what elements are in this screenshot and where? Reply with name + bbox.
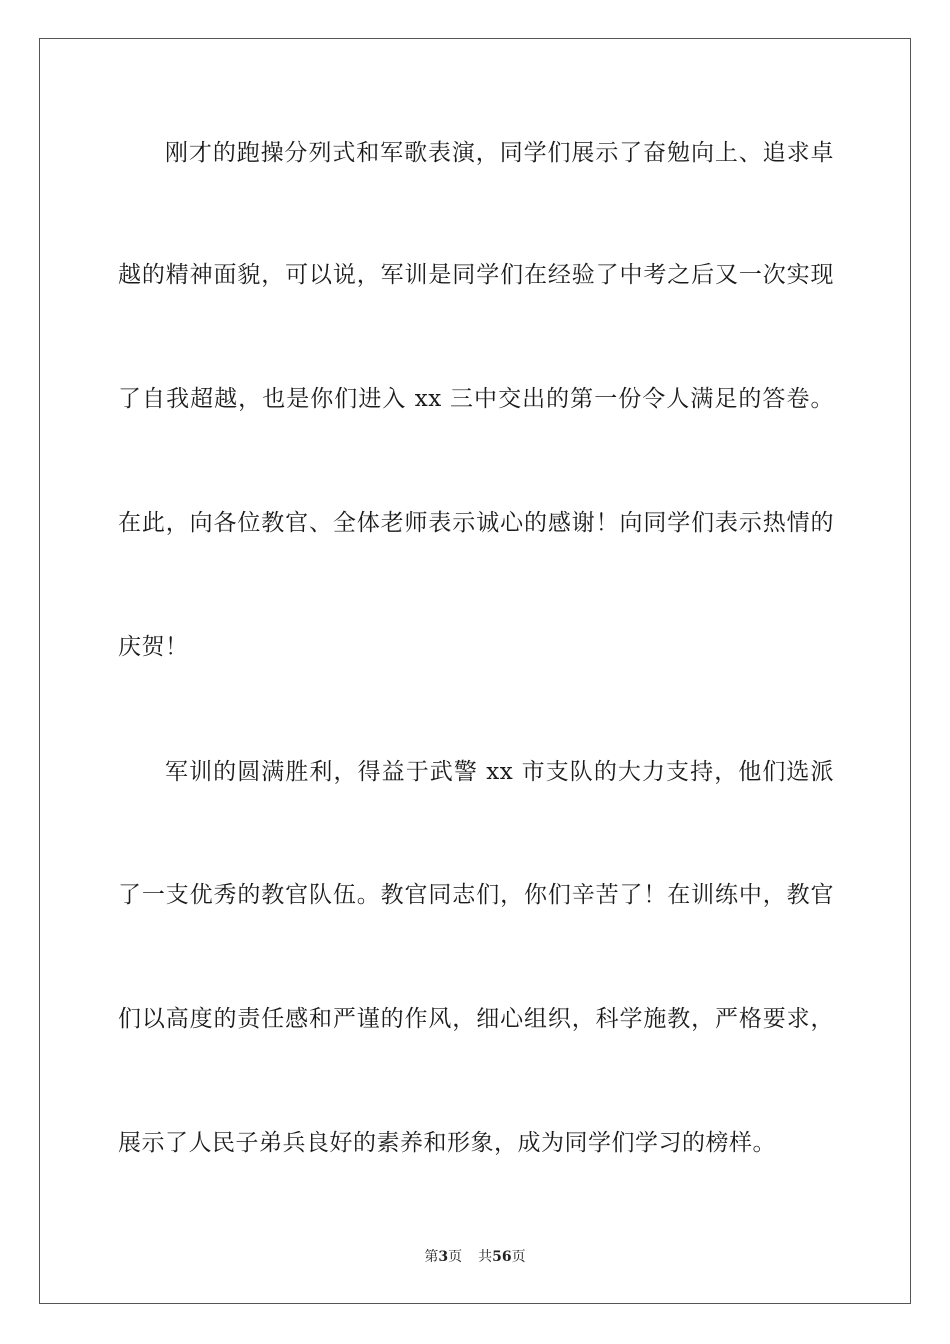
page-border xyxy=(39,38,911,1304)
total-prefix: 共 xyxy=(478,1249,493,1265)
paragraph-line: 展示了人民子弟兵良好的素养和形象，成为同学们学习的榜样。 xyxy=(118,1130,776,1156)
total-pages: 56 xyxy=(492,1249,512,1265)
paragraph-line: 刚才的跑操分列式和军歌表演，同学们展示了奋勉向上、追求卓 xyxy=(165,140,834,166)
paragraph-line: 越的精神面貌，可以说，军训是同学们在经验了中考之后又一次实现 xyxy=(118,262,834,288)
page-number: 3 xyxy=(438,1249,449,1265)
paragraph-line: 了自我超越，也是你们进入 xx 三中交出的第一份令人满足的答卷。 xyxy=(118,386,834,412)
paragraph-line: 了一支优秀的教官队伍。教官同志们，你们辛苦了！在训练中，教官 xyxy=(118,882,834,908)
paragraph-line: 在此，向各位教官、全体老师表示诚心的感谢！向同学们表示热情的 xyxy=(118,510,834,536)
page-prefix: 第 xyxy=(424,1249,439,1265)
paragraph-line: 们以高度的责任感和严谨的作风，细心组织，科学施教，严格要求， xyxy=(118,1006,834,1032)
paragraph-line: 庆贺！ xyxy=(118,634,189,660)
page-footer xyxy=(0,1248,950,1266)
total-suffix: 页 xyxy=(511,1249,526,1265)
paragraph-line: 军训的圆满胜利，得益于武警 xx 市支队的大力支持，他们选派 xyxy=(165,759,834,785)
page-suffix: 页 xyxy=(448,1249,463,1265)
